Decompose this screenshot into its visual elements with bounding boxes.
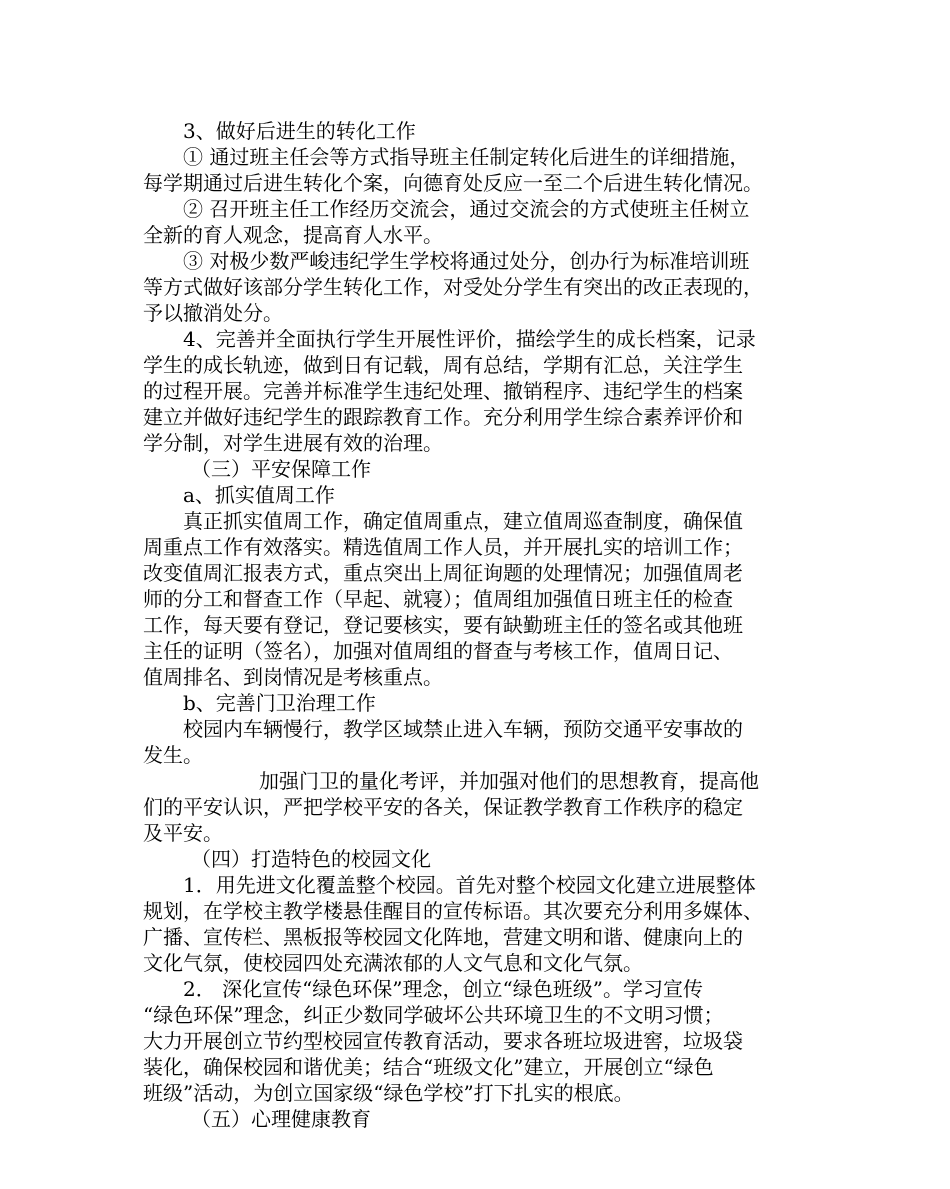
text-line: 值周排名、到岗情况是考核重点。 <box>143 665 443 689</box>
text-line: 建立并做好违纪学生的跟踪教育工作。充分利用学生综合素养评价和 <box>143 405 743 429</box>
text-line: ① 通过班主任会等方式指导班主任制定转化后进生的详细措施， <box>183 145 750 169</box>
text-line: 大力开展创立节约型校园宣传教育活动，要求各班垃圾进窖，垃圾袋 <box>143 1029 743 1053</box>
text-line: 广播、宣传栏、黑板报等校园文化阵地，营建文明和谐、健康向上的 <box>143 925 743 949</box>
document-page <box>143 118 815 1132</box>
text-line: 及平安。 <box>143 821 223 845</box>
text-line: 师的分工和督查工作（早起、就寝）；值周组加强值日班主任的检查 <box>143 587 733 611</box>
text-line: ② 召开班主任工作经历交流会，通过交流会的方式使班主任树立 <box>183 197 750 221</box>
text-line: （五）心理健康教育 <box>191 1107 371 1131</box>
text-line: 文化气氛，使校园四处充满浓郁的人文气息和文化气氛。 <box>143 951 643 975</box>
text-line: 4、完善并全面执行学生开展性评价，描绘学生的成长档案，记录 <box>183 327 756 351</box>
text-line: （三）平安保障工作 <box>191 457 371 481</box>
text-line: ③ 对极少数严峻违纪学生学校将通过处分，创办行为标准培训班 <box>183 249 750 273</box>
text-line: 每学期通过后进生转化个案，向德育处反应一至二个后进生转化情况。 <box>143 171 763 195</box>
text-line: 改变值周汇报表方式，重点突出上周征询题的处理情况；加强值周老 <box>143 561 743 585</box>
text-line: 规划，在学校主教学楼悬佳醒目的宣传标语。其次要充分利用多媒体、 <box>143 899 763 923</box>
text-line: 装化，确保校园和谐优美；结合“班级文化”建立，开展创立“绿色 <box>143 1055 714 1079</box>
text-line: 校园内车辆慢行，教学区域禁止进入车辆，预防交通平安事故的 <box>183 717 743 741</box>
text-line: 班级”活动，为创立国家级“绿色学校”打下扎实的根底。 <box>143 1081 634 1105</box>
text-line: 真正抓实值周工作，确定值周重点，建立值周巡查制度，确保值 <box>183 509 743 533</box>
text-line: 发生。 <box>143 743 203 767</box>
text-line: 工作，每天要有登记，登记要核实，要有缺勤班主任的签名或其他班 <box>143 613 743 637</box>
text-line: 予以撤消处分。 <box>143 301 283 325</box>
text-line: 学分制，对学生进展有效的治理。 <box>143 431 443 455</box>
text-line: 2． 深化宣传“绿色环保”理念，创立“绿色班级”。学习宣传 <box>183 977 703 1001</box>
text-line: b、完善门卫治理工作 <box>183 691 376 715</box>
text-line: 学生的成长轨迹，做到日有记载，周有总结，学期有汇总，关注学生 <box>143 353 743 377</box>
text-line: 加强门卫的量化考评，并加强对他们的思想教育，提高他 <box>259 769 759 793</box>
text-line: a、抓实值周工作 <box>183 483 335 507</box>
text-line: 1．用先进文化覆盖整个校园。首先对整个校园文化建立进展整体 <box>183 873 756 897</box>
text-line: 的过程开展。完善并标准学生违纪处理、撤销程序、违纪学生的档案 <box>143 379 743 403</box>
text-line: （四）打造特色的校园文化 <box>191 847 431 871</box>
text-line: 主任的证明（签名），加强对值周组的督查与考核工作，值周日记、 <box>143 639 733 663</box>
text-line: 全新的育人观念，提高育人水平。 <box>143 223 443 247</box>
text-line: 周重点工作有效落实。精选值周工作人员，并开展扎实的培训工作； <box>143 535 743 559</box>
text-line: 3、做好后进生的转化工作 <box>183 119 416 143</box>
text-line: 们的平安认识，严把学校平安的各关，保证教学教育工作秩序的稳定 <box>143 795 743 819</box>
text-line: “绿色环保”理念，纠正少数同学破坏公共环境卫生的不文明习惯； <box>143 1003 724 1027</box>
text-line: 等方式做好该部分学生转化工作，对受处分学生有突出的改正表现的， <box>143 275 763 299</box>
